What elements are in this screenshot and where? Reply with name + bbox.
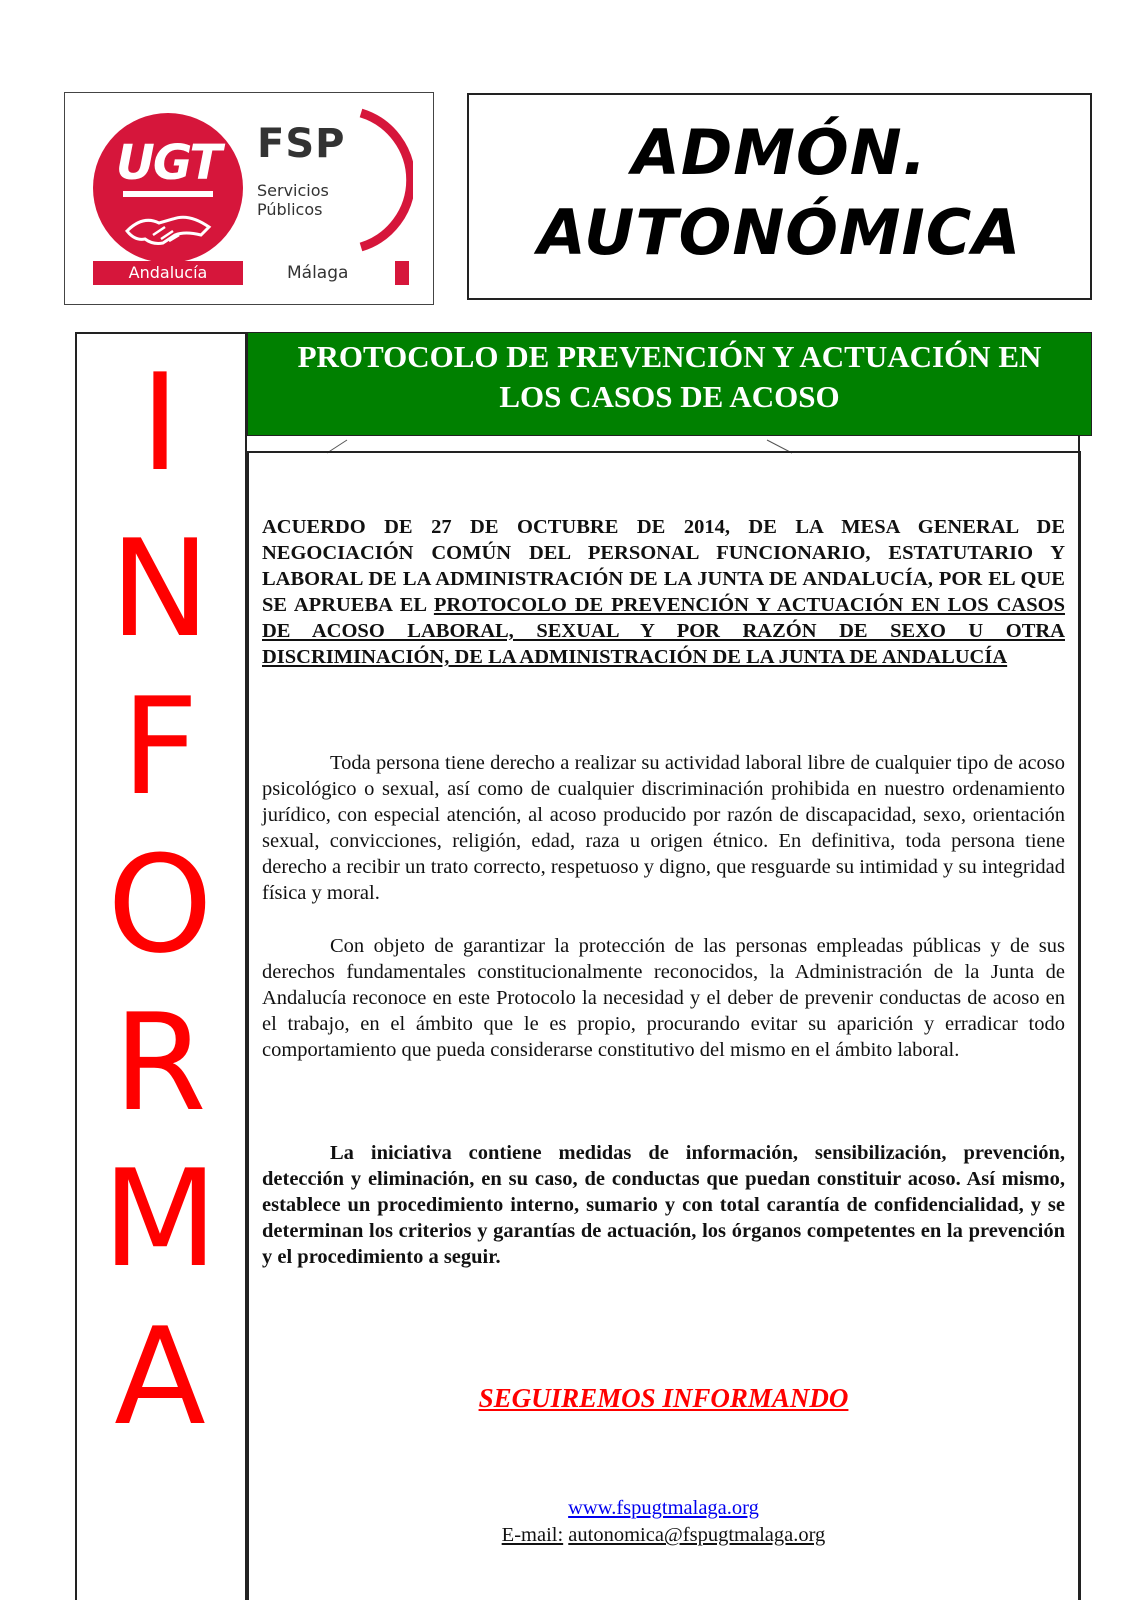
protocol-title-underlined: PROTOCOLO DE PREVENCIÓN Y ACTUACIÓN EN LOS CASOS DE ACOSO LABORAL, SEXUAL Y POR RAZÓN DE SEXO U OTRA DISCRIMINACIÓN, DE LA ADMINISTRACIÓN DE LA JUNTA DE ANDALUCÍA xyxy=(262,594,1065,668)
informa-letter: I xyxy=(140,345,180,501)
servicios-publicos-text: Servicios Públicos xyxy=(257,181,329,219)
informa-letter: A xyxy=(114,1299,206,1455)
informa-letter: M xyxy=(102,1141,218,1297)
informa-letter: F xyxy=(121,669,199,825)
region-label: Andalucía xyxy=(93,261,243,285)
paragraph-rights: Toda persona tiene derecho a realizar su actividad laboral libre de cualquier tipo de acoso psicológico o sexual, así como de cualquier discriminación prohibida en nuestro ordenamiento jurídico, con especial atención, al acoso producido por razón de discapacidad, sexo, orientación sexual, convicciones, religión, edad, raza u origen étnico. En definitiva, toda persona tiene derecho a recibir un trato correcto, respetuoso y digno, que resguarde su intimidad y su integridad física y moral. xyxy=(262,752,1065,904)
email-link[interactable]: autonomica@fspugtmalaga.org xyxy=(568,1524,826,1546)
handshake-icon xyxy=(123,201,213,246)
email-label: E-mail: xyxy=(501,1524,564,1546)
informa-letter: N xyxy=(109,511,211,667)
fsp-wordmark: FSP xyxy=(257,121,346,167)
city-label: Málaga xyxy=(287,263,349,283)
informa-letter: O xyxy=(107,827,213,983)
closing-slogan: SEGUIREMOS INFORMANDO xyxy=(478,1383,849,1413)
protocol-banner: PROTOCOLO DE PREVENCIÓN Y ACTUACIÓN EN LOS CASOS DE ACOSO xyxy=(247,332,1092,436)
website-link[interactable]: www.fspugtmalaga.org xyxy=(568,1497,759,1519)
ugt-emblem xyxy=(93,113,243,263)
ugt-wordmark: UGT xyxy=(115,135,221,191)
department-title: ADMÓN. AUTONÓMICA xyxy=(537,116,1022,269)
logo xyxy=(64,92,434,305)
paragraph-objective: Con objeto de garantizar la protección de las personas empleadas públicas y de sus derechos fundamentales constitucionalmente reconocidos, la Administración de la Junta de Andalucía reconoce en este Protocolo la necesidad y el deber de prevenir conductas de acoso en el trabajo, en el ámbito que le es propio, procurando evitar su aparición y erradicar todo comportamiento que pueda considerarse constitutivo del mismo en el ámbito laboral. xyxy=(262,935,1065,1061)
ugt-underline xyxy=(123,191,213,197)
informa-column xyxy=(75,332,247,1600)
city-mark xyxy=(395,261,409,285)
paragraph-initiative: La iniciativa contiene medidas de información, sensibilización, prevención, detección y eliminación, en su caso, de conductas que puedan constituir acoso. Así mismo, establece un procedimiento interno, sumario y con total carantía de confidencialidad, y se determinan los criterios y garantías de actuación, los órganos competentes en la prevención y el procedimiento a seguir. xyxy=(262,1142,1065,1268)
email-line xyxy=(262,1524,1065,1547)
informa-letter: R xyxy=(113,985,207,1141)
agreement-heading: ACUERDO DE 27 DE OCTUBRE DE 2014, DE LA MESA GENERAL DE NEGOCIACIÓN COMÚN DEL PERSONAL FUNCIONARIO, ESTATUTARIO Y LABORAL DE LA ADMINISTRACIÓN DE LA JUNTA DE ANDALUCÍA, POR EL QUE SE APRUEBA EL PROTOCOLO DE PREVENCIÓN Y ACTUACIÓN EN LOS CASOS DE ACOSO LABORAL, SEXUAL Y POR RAZÓN DE SEXO U OTRA DISCRIMINACIÓN, DE LA ADMINISTRACIÓN DE LA JUNTA DE ANDALUCÍA xyxy=(262,516,1065,668)
department-title-box xyxy=(467,93,1092,300)
logo-arc-icon xyxy=(353,105,413,255)
